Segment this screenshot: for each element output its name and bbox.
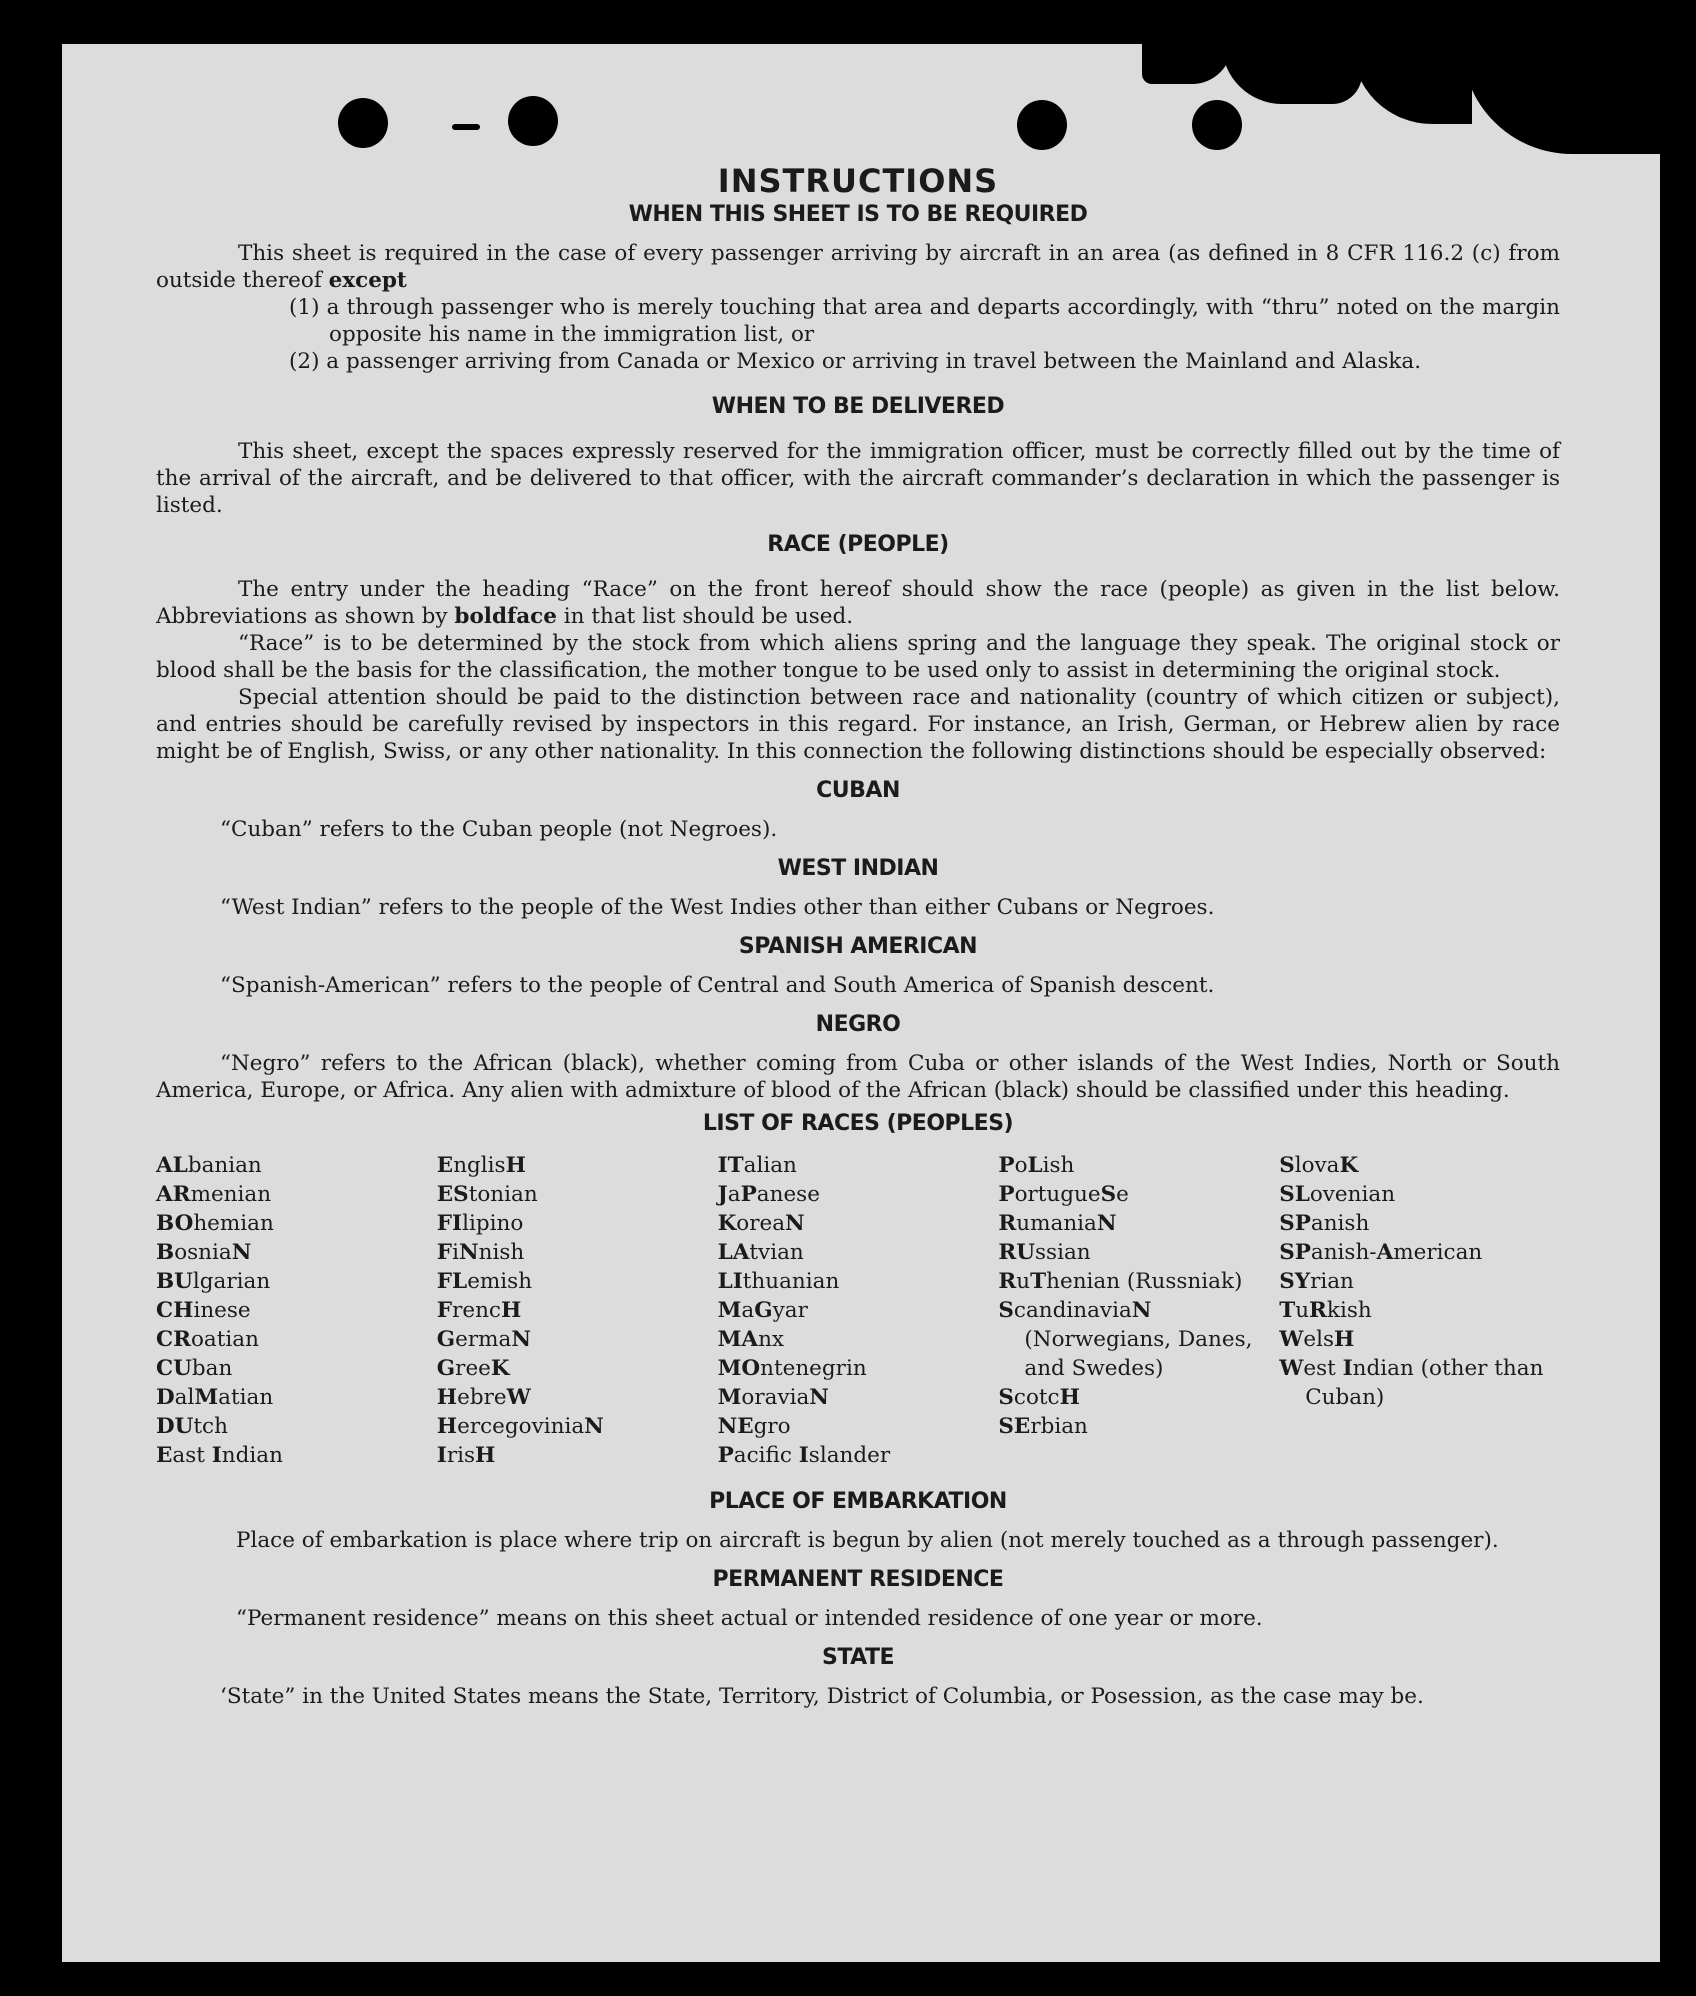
punch-hole: [508, 96, 558, 146]
section-heading-negro: NEGRO: [815, 1012, 901, 1037]
section-heading-spanish-american: SPANISH AMERICAN: [738, 934, 978, 959]
section-heading-race: RACE (PEOPLE): [767, 532, 949, 557]
race-list-item: SlovaK: [1279, 1153, 1359, 1178]
race-list-item: PortugueSe: [998, 1182, 1129, 1207]
race-list-item: RumaniaN: [998, 1211, 1117, 1236]
race-list-item: FIlipino: [436, 1211, 524, 1236]
residence-text: “Permanent residence” means on this sheet actual or intended residence of one year or more.: [236, 1606, 1263, 1631]
race-list-item: NEgro: [717, 1414, 791, 1439]
instructions-content: [156, 162, 1560, 1710]
race-list-column: [718, 1151, 999, 1470]
race-list-item: FiNnish: [436, 1240, 525, 1265]
race-list-item: ALbanian: [156, 1153, 262, 1178]
spanish-american-text: “Spanish-American” refers to the people of Central and South America of Spanish descent.: [220, 973, 1215, 998]
torn-edge: [1352, 44, 1472, 124]
negro-text: “Negro” refers to the African (black), whether coming from Cuba or other islands of the West Indies, North or South America, Europe, or Africa. Any alien with admixture of blood of the African (black) should be classified under this heading.: [156, 1051, 1560, 1103]
race-list-item: TuRkish: [1279, 1298, 1372, 1323]
race-list-item: EnglisH: [436, 1153, 526, 1178]
section-heading-residence: PERMANENT RESIDENCE: [712, 1567, 1004, 1592]
section-heading-state: STATE: [822, 1645, 894, 1670]
race-list-column: [1279, 1151, 1560, 1470]
race-list-item: BOhemian: [156, 1211, 274, 1236]
race-paragraph-2: “Race” is to be determined by the stock from which aliens spring and the language they speak. The original stock or blood shall be the basis for the classification, the mother tongue to be used only to assist in determining the original stock.: [156, 631, 1560, 683]
torn-edge: [1462, 44, 1660, 154]
race-list-item: SPanish: [1279, 1211, 1370, 1236]
race-list: [156, 1151, 1560, 1470]
cuban-text: “Cuban” refers to the Cuban people (not Negroes).: [220, 817, 778, 842]
race-list-item: HercegoviniaN: [436, 1414, 604, 1439]
section-heading-list: LIST OF RACES (PEOPLES): [702, 1111, 1014, 1136]
race-list-item: SLovenian: [1279, 1182, 1396, 1207]
race-list-item: PoLish: [998, 1153, 1075, 1178]
required-item-2: (2) a passenger arriving from Canada or Mexico or arriving in travel between the Mainland and Alaska.: [289, 349, 1422, 374]
punch-hole: [1017, 100, 1067, 150]
embarkation-text: Place of embarkation is place where trip on aircraft is begun by alien (not merely touched as a through passenger).: [236, 1528, 1499, 1553]
race-list-column: [998, 1151, 1279, 1470]
race-paragraph-1: The entry under the heading “Race” on the front hereof should show the race (people) as given in the list below. Abbreviations as shown by boldface in that list should be used.: [156, 577, 1560, 629]
race-list-item: FLemish: [436, 1269, 533, 1294]
race-list-item: HebreW: [436, 1385, 531, 1410]
race-list-item: SPanish-American: [1279, 1240, 1483, 1265]
race-list-item: GreeK: [436, 1356, 510, 1381]
race-list-item: MaGyar: [717, 1298, 808, 1323]
race-list-item: ScotcH: [998, 1385, 1080, 1410]
torn-edge: [1142, 44, 1232, 84]
race-list-item: LAtvian: [717, 1240, 804, 1265]
race-list-item: BUlgarian: [156, 1269, 271, 1294]
race-list-item: West Indian (other than Cuban): [1279, 1356, 1544, 1410]
race-list-item: DalMatian: [156, 1385, 274, 1410]
race-list-item: ARmenian: [156, 1182, 272, 1207]
race-list-item: MOntenegrin: [717, 1356, 867, 1381]
punch-hole: [1192, 100, 1242, 150]
race-list-item: LIthuanian: [717, 1269, 840, 1294]
section-heading-embarkation: PLACE OF EMBARKATION: [709, 1489, 1007, 1514]
section-heading-cuban: CUBAN: [816, 778, 900, 803]
race-list-item: SErbian: [998, 1414, 1088, 1439]
race-list-item: WelsH: [1279, 1327, 1355, 1352]
delivered-text: This sheet, except the spaces expressly reserved for the immigration officer, must be correctly filled out by the time of the arrival of the aircraft, and be delivered to that officer, with the aircraft commander’s declaration in which the passenger is listed.: [156, 439, 1560, 518]
race-list-item: FrencH: [436, 1298, 522, 1323]
race-list-item: CUban: [156, 1356, 233, 1381]
race-list-item: JaPanese: [717, 1182, 820, 1207]
state-text: ‘State” in the United States means the State, Territory, District of Columbia, or Posession, as the case may be.: [220, 1684, 1424, 1709]
race-paragraph-3: Special attention should be paid to the distinction between race and nationality (country of which citizen or subject), and entries should be carefully revised by inspectors in this regard. For instance, an Irish, German, or Hebrew alien by race might be of English, Swiss, or any other nationality. In this connection the following distinctions should be especially observed:: [156, 685, 1560, 764]
race-list-item: CRoatian: [156, 1327, 259, 1352]
section-heading-delivered: WHEN TO BE DELIVERED: [711, 394, 1005, 419]
race-list-item: KoreaN: [717, 1211, 805, 1236]
punch-mark: [452, 124, 480, 130]
race-list-item: MoraviaN: [717, 1385, 829, 1410]
west-indian-text: “West Indian” refers to the people of the West Indies other than either Cubans or Negroes.: [220, 895, 1215, 920]
race-list-item: GermaN: [436, 1327, 532, 1352]
race-list-item: ITalian: [717, 1153, 797, 1178]
race-list-column: [437, 1151, 718, 1470]
race-list-item: MAnx: [717, 1327, 785, 1352]
required-intro: This sheet is required in the case of every passenger arriving by aircraft in an area (as defined in 8 CFR 116.2 (c) from outside thereof except: [156, 241, 1560, 293]
punch-hole: [338, 98, 388, 148]
race-list-item: BosniaN: [156, 1240, 252, 1265]
race-list-item: RUssian: [998, 1240, 1091, 1265]
torn-edge: [1222, 44, 1362, 104]
race-list-item: IrisH: [436, 1443, 496, 1468]
section-heading-required: WHEN THIS SHEET IS TO BE REQUIRED: [628, 202, 1088, 227]
race-list-item: ScandinaviaN (Norwegians, Danes, and Swedes): [998, 1298, 1253, 1381]
race-list-item: Pacific Islander: [717, 1443, 891, 1468]
race-list-item: EStonian: [436, 1182, 538, 1207]
race-list-column: [156, 1151, 437, 1470]
race-list-item: RuThenian (Russniak): [998, 1269, 1243, 1294]
section-heading-west-indian: WEST INDIAN: [777, 856, 939, 881]
required-item-1: (1) a through passenger who is merely touching that area and departs accordingly, with “thru” noted on the margin opposite his name in the immigration list, or: [289, 295, 1560, 347]
race-list-item: CHinese: [156, 1298, 251, 1323]
race-list-item: DUtch: [156, 1414, 228, 1439]
race-list-item: East Indian: [156, 1443, 283, 1468]
document-title: INSTRUCTIONS: [717, 162, 999, 200]
race-list-item: SYrian: [1279, 1269, 1354, 1294]
